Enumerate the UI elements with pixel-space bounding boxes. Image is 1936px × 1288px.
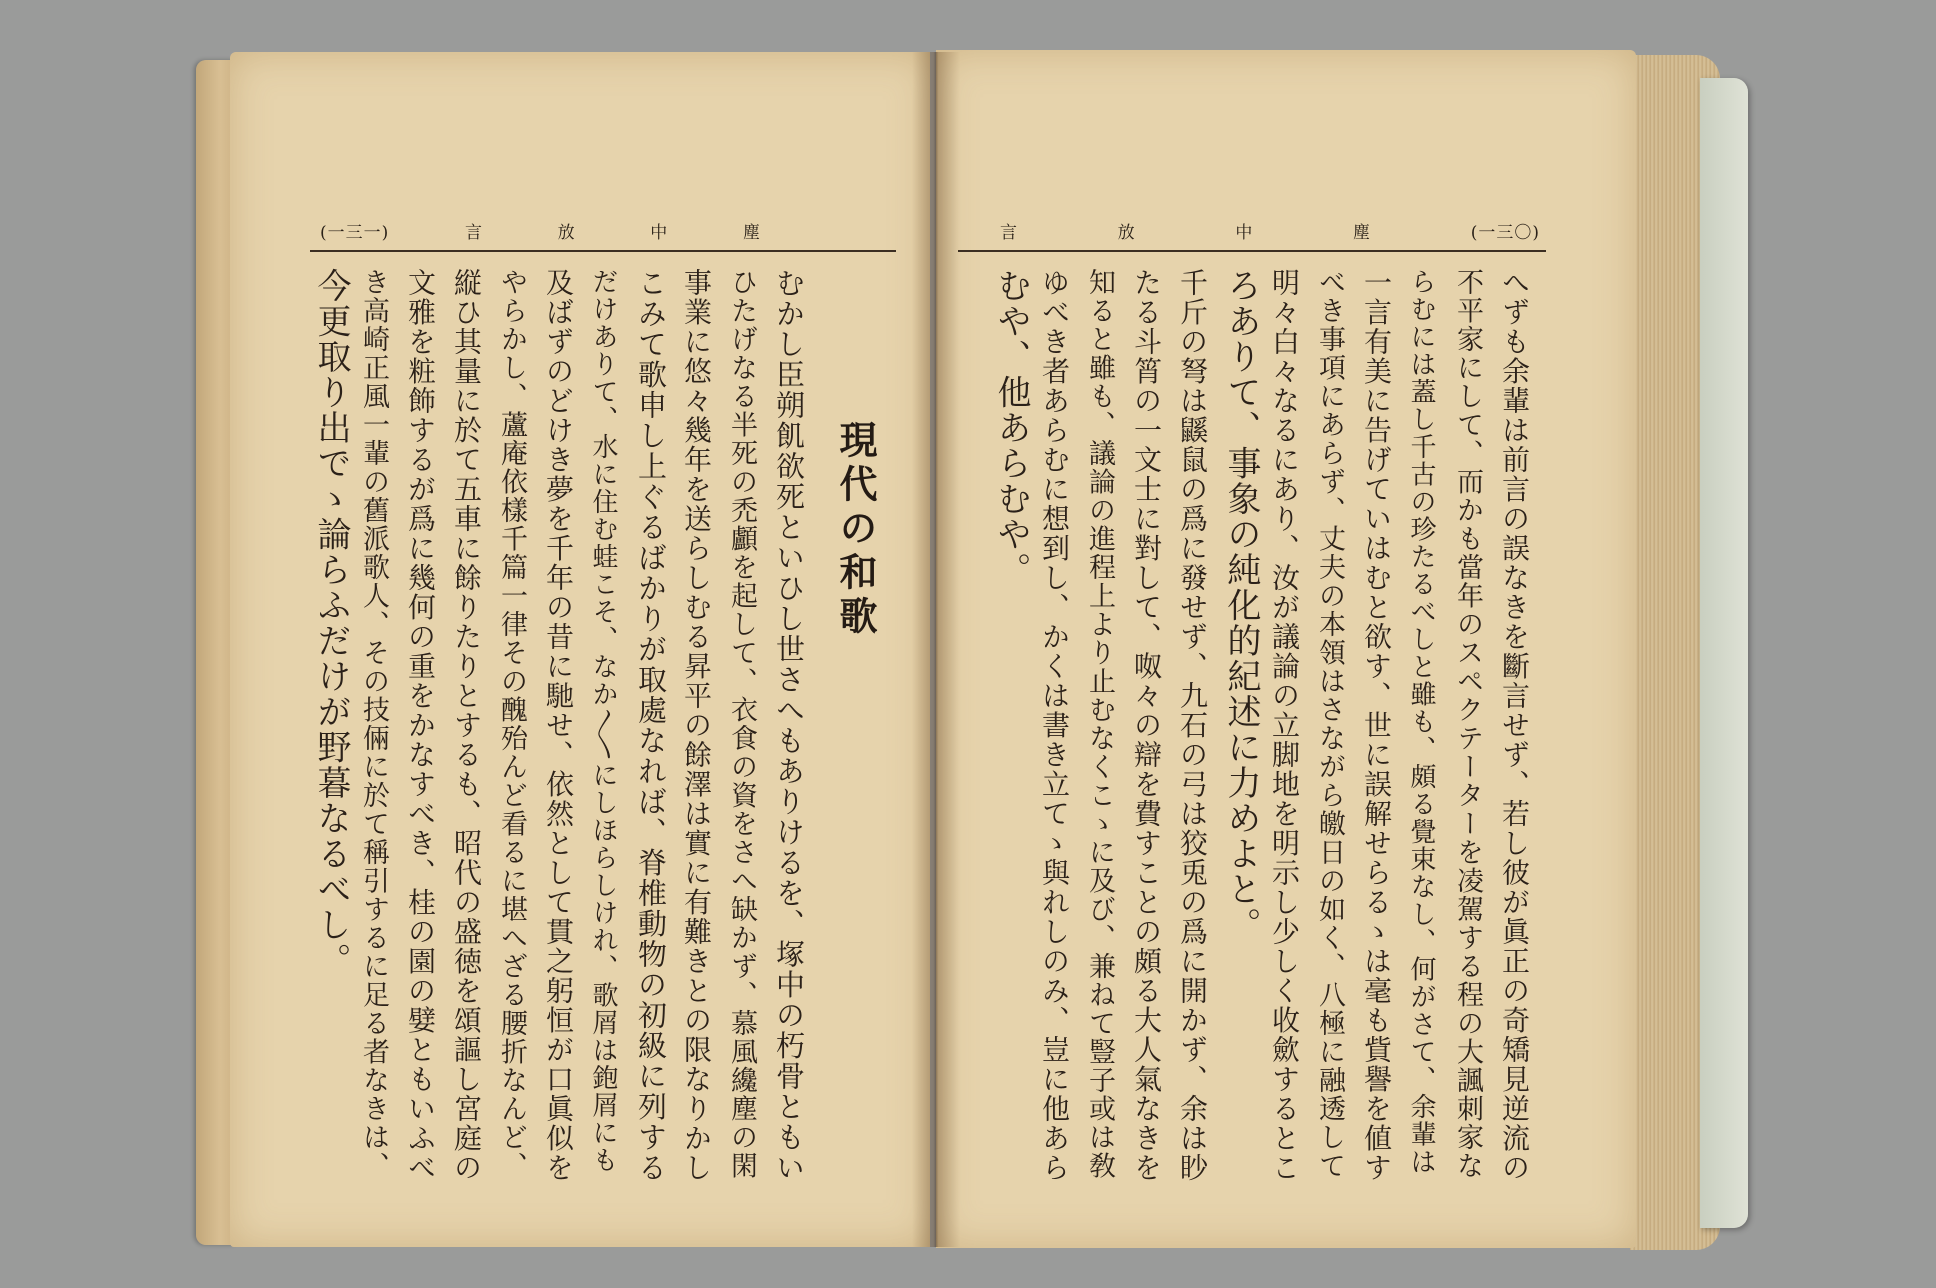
right-text-column: 一言有美に告げていはむと欲す、世に誤解せらるゝは毫も貲譽を値す bbox=[1360, 268, 1393, 1183]
right-text-column: らむには蓋し千古の珍たるべしと雖も、頗る覺束なし、何がさて、余輩は bbox=[1406, 268, 1436, 1176]
book-gutter bbox=[912, 52, 960, 1247]
right-text-column: へずも余輩は前言の誤なきを斷言せず、若し彼が眞正の奇矯見逆流の bbox=[1498, 268, 1531, 1183]
right-header-rule bbox=[958, 250, 1546, 252]
right-text-column: 知ると雖も、議論の進程上より止むなくこゝに及び、兼ねて豎子或は敎 bbox=[1084, 268, 1115, 1180]
left-text-column: やらかし、蘆庵依樣千篇一律その醜殆んど看るに堪へざる腰折なんど、 bbox=[496, 268, 527, 1180]
right-text-column: 明々白々なるにあり、汝が議論の立脚地を明示し少しく收歛するとこ bbox=[1268, 268, 1301, 1183]
left-text-column: 事業に悠々幾年を送らしむる昇平の餘澤は實に有難きとの限なりかし bbox=[680, 268, 713, 1183]
right-text-column: むや、他あらむや。 bbox=[991, 268, 1031, 588]
section-title: 現代の和歌 bbox=[833, 420, 878, 640]
left-text-column: 文雅を粧飾するが爲に幾何の重をかなすべき、桂の園の嬖ともいふべ bbox=[404, 268, 437, 1183]
left-text-column: 及ばずのどけき夢を千年の昔に馳せ、依然として貫之躬恒が口眞似を bbox=[542, 268, 575, 1183]
left-text-column: 今更取り出でゝ論らふだけが野暮なるべし。 bbox=[311, 268, 351, 978]
left-text-column: ひたげなる半死の禿顱を起して、衣食の資をさへ缺かず、慕風纔塵の閑 bbox=[726, 268, 757, 1180]
right-header-char-2: 放 bbox=[1117, 222, 1135, 243]
right-text-column: たる斗筲の一文士に對して、呶々の辯を費すことの頗る大人氣なきを bbox=[1130, 268, 1163, 1183]
right-text-column: べき事項にあらず、丈夫の本領はさながら皦日の如く、八極に融透して bbox=[1314, 268, 1345, 1180]
left-running-header bbox=[320, 210, 760, 250]
left-header-rule bbox=[310, 250, 896, 252]
right-text-column: 千斤の弩は鼷鼠の爲に發せず、九石の弓は狡兎の爲に開かず、余は眇 bbox=[1176, 268, 1209, 1183]
right-header-char-3: 中 bbox=[1235, 222, 1253, 243]
book-back-cover bbox=[1700, 78, 1748, 1228]
left-text-column: き高崎正風一輩の舊派歌人、その技倆に於て稱引するに足る者なきは、 bbox=[358, 268, 389, 1180]
left-header-char-4: 塵 bbox=[742, 222, 760, 243]
right-page-number: (一三〇) bbox=[1470, 222, 1540, 243]
right-header-char-4: 塵 bbox=[1353, 222, 1371, 243]
left-text-column: むかし臣朔飢欲死といひし世さへもありけるを、塚中の朽骨ともい bbox=[772, 268, 806, 1183]
left-text-column: 縦ひ其量に於て五車に餘りたりとするも、昭代の盛徳を頌謳し宮庭の bbox=[450, 268, 483, 1183]
left-header-char-2: 放 bbox=[557, 222, 575, 243]
right-running-header bbox=[1000, 210, 1540, 250]
right-text-column: ろありて、事象の純化的紀述に力めよと。 bbox=[1221, 268, 1261, 943]
right-header-char-1: 言 bbox=[1000, 222, 1017, 243]
right-text-column: ゆべき者あらむに想到し、かくは書き立てゝ與れしのみ、豈に他あら bbox=[1038, 268, 1071, 1183]
left-text-column: だけありて、水に住む蛙こそ、なか〳〵にしほらしけれ、歌屑は鉋屑にも bbox=[588, 268, 618, 1174]
left-header-char-3: 中 bbox=[650, 222, 668, 243]
left-header-char-1: 言 bbox=[464, 222, 482, 243]
right-text-column: 不平家にして、而かも當年のスペクテーターを凌駕する程の大諷刺家な bbox=[1452, 268, 1483, 1180]
left-text-column: こみて歌申し上ぐるばかりが取處なれば、脊椎動物の初級に列する bbox=[634, 268, 668, 1183]
left-page-number: (一三一) bbox=[320, 222, 390, 243]
